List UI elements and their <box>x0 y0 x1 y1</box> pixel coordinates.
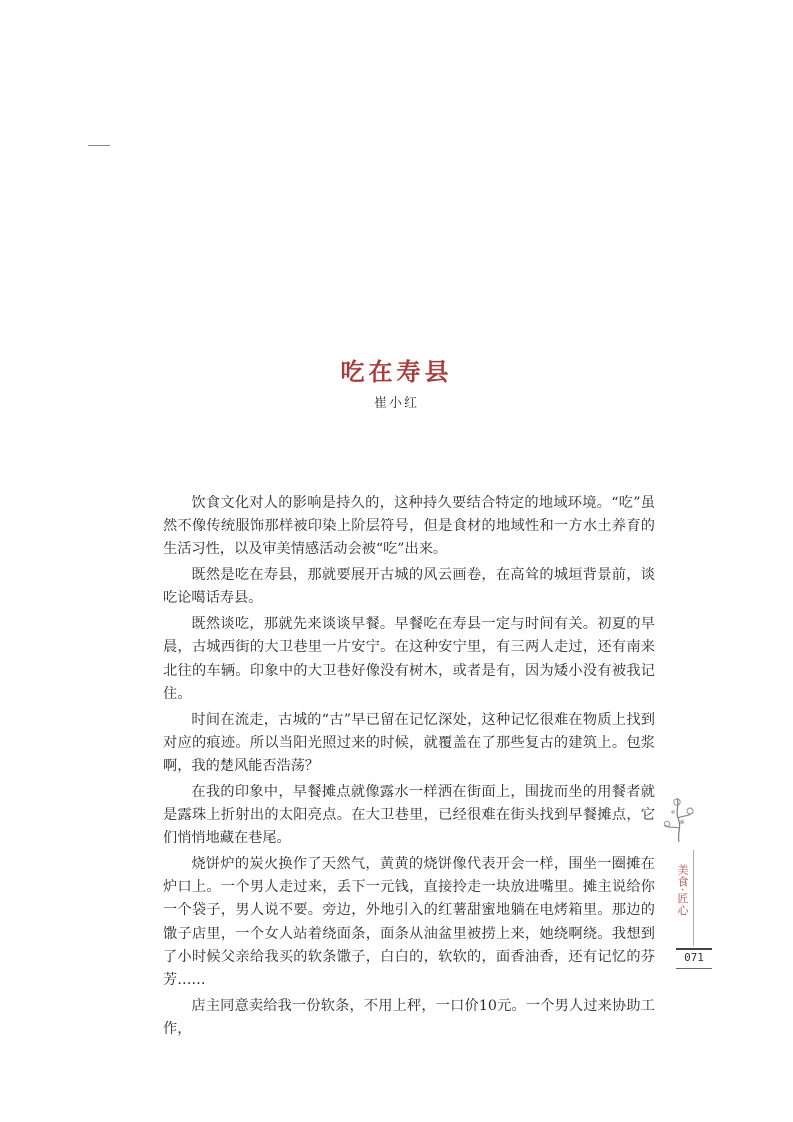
paragraph: 店主同意卖给我一份软条，不用上秤，一口价10元。一个男人过来协助工作， <box>163 997 655 1038</box>
margin-divider <box>693 850 694 946</box>
article-body <box>163 492 655 1044</box>
paragraph: 饮食文化对人的影响是持久的，这种持久要结合特定的地域环境。“吃”虽然不像传统服饰那样被印染上阶层符号，但是食材的地域性和一方水土养育的生活习性，以及审美情感活动会被“吃”出来。 <box>163 495 655 558</box>
paragraph: 在我的印象中，早餐摊点就像露水一样洒在街面上，围拢而坐的用餐者就是露珠上折射出的太阳亮点。在大卫巷里，已经很难在街头找到早餐摊点，它们悄悄地藏在巷尾。 <box>163 783 655 847</box>
scan-mark <box>88 145 110 146</box>
paragraph: 既然是吃在寿县，那就要展开古城的风云画卷，在高耸的城垣背景前，谈吃论噶话寿县。 <box>163 567 655 607</box>
article-author: 崔小红 <box>373 396 419 411</box>
paragraph: 时间在流走，古城的“古”早已留在记忆深处，这种记忆很难在物质上找到对应的痕迹。所以当阳光照过来的时候，就覆盖在了那些复古的建筑上。包浆啊，我的楚风能否浩荡？ <box>163 711 655 775</box>
section-category: 美食·匠心 <box>676 864 689 917</box>
article-title: 吃在寿县 <box>340 357 453 386</box>
plum-blossom-ornament-icon <box>662 796 696 844</box>
paragraph: 烧饼炉的炭火换作了天然气，黄黄的烧饼像代表开会一样，围坐一圈摊在炉口上。一个男人走过来，丢下一元钱，直接拎走一块放进嘴里。摊主说给你一个袋子，男人说不要。旁边，外地引入的红薯甜蜜地躺在电烤箱里。那边的馓子店里，一个女人站着绕面条，面条从油盆里被捞上来，她绕啊绕。我想到了小时候父亲给我买的软条馓子，白白的，软软的，面香油香，还有记忆的芬芳…… <box>163 856 655 989</box>
page-number: 071 <box>676 948 712 969</box>
paragraph: 既然谈吃，那就先来谈谈早餐。早餐吃在寿县一定与时间有关。初夏的早晨，古城西街的大卫巷里一片安宁。在这种安宁里，有三两人走过，还有南来北往的车辆。印象中的大卫巷好像没有树木，或者是有，因为矮小没有被我记住。 <box>163 616 655 702</box>
